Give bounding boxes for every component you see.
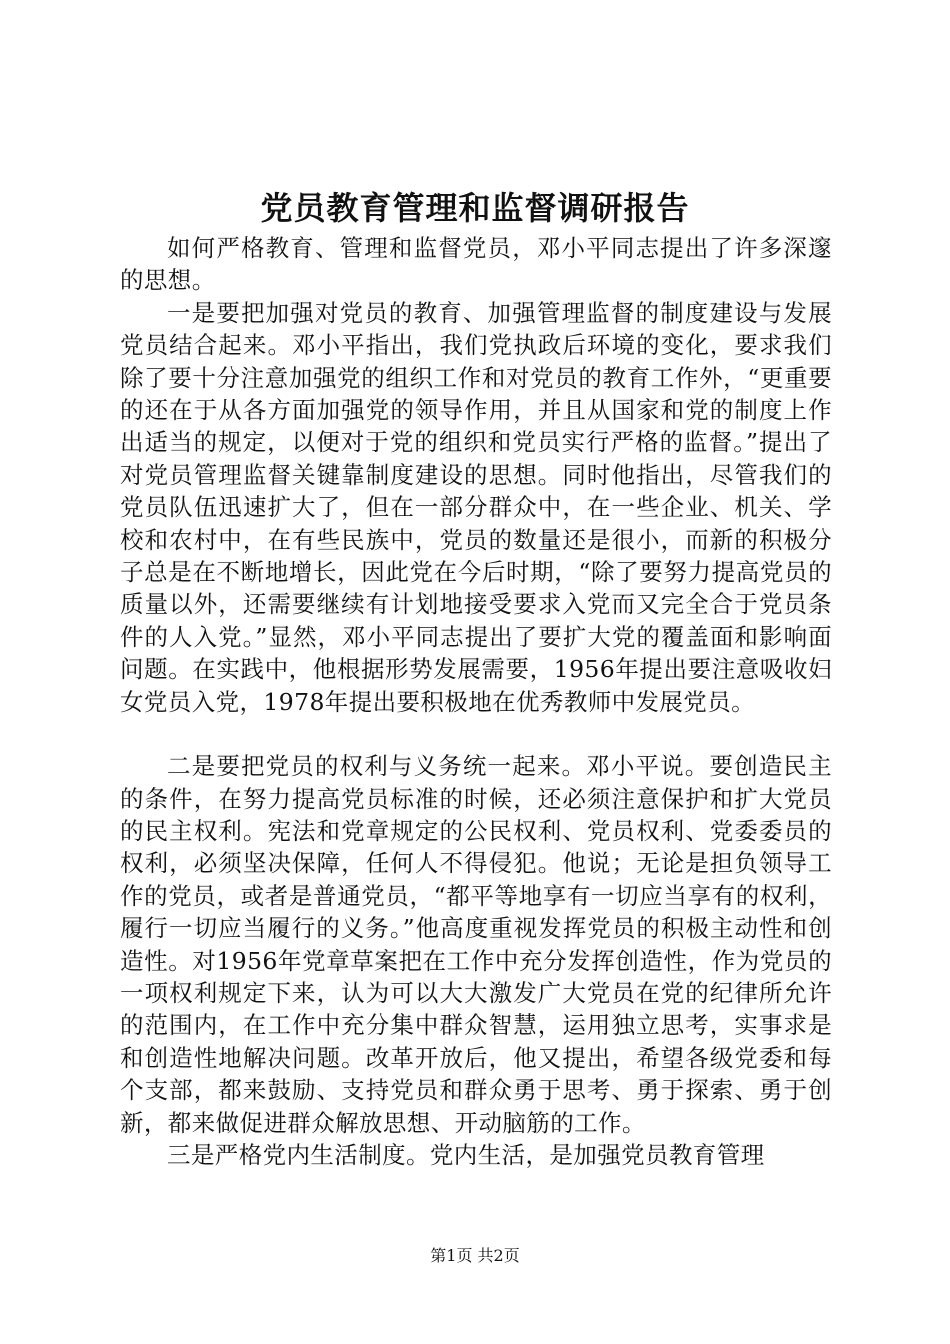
paragraph-point-two: 二是要把党员的权利与义务统一起来。邓小平说。要创造民主的条件，在努力提高党员标准的时候，还必须注意保护和扩大党员的民主权利。宪法和党章规定的公民权利、党员权利、党委委员的权利，必须坚决保障，任何人不得侵犯。他说；无论是担负领导工作的党员，或者是普通党员，“都平等地享有一切应当享有的权利，履行一切应当履行的义务。”他高度重视发挥党员的积极主动性和创造性。对1956年党章草案把在工作中充分发挥创造性，作为党员的一项权利规定下来，认为可以大大激发广大党员在党的纪律所允许的范围内，在工作中充分集中群众智慧，运用独立思考，实事求是和创造性地解决问题。改革开放后，他又提出，希望各级党委和每个支部，都来鼓励、支持党员和群众勇于思考、勇于探索、勇于创新，都来做促进群众解放思想、开动脑筋的工作。 [120, 752, 832, 1137]
paragraph-intro: 如何严格教育、管理和监督党员，邓小平同志提出了许多深邃的思想。 [120, 234, 832, 295]
paragraph-point-one: 一是要把加强对党员的教育、加强管理监督的制度建设与发展党员结合起来。邓小平指出，我们党执政后环境的变化，要求我们除了要十分注意加强党的组织工作和对党员的教育工作外，“更重要的还在于从各方面加强党的领导作用，并且从国家和党的制度上作出适当的规定，以便对于党的组织和党员实行严格的监督。”提出了对党员管理监督关键靠制度建设的思想。同时他指出，尽管我们的党员队伍迅速扩大了，但在一部分群众中，在一些企业、机关、学校和农村中，在有些民族中，党员的数量还是很小，而新的积极分子总是在不断地增长，因此党在今后时期，“除了要努力提高党员的质量以外，还需要继续有计划地接受要求入党而又完全合于党员条件的人入党。”显然，邓小平同志提出了要扩大党的覆盖面和影响面问题。在实践中，他根据形势发展需要，1956年提出要注意吸收妇女党员入党，1978年提出要积极地在优秀教师中发展党员。 [120, 298, 832, 716]
page-title: 党员教育管理和监督调研报告 [260, 189, 690, 227]
paragraph-point-three: 三是严格党内生活制度。党内生活，是加强党员教育管理 [167, 1140, 765, 1169]
document-body [120, 232, 832, 1171]
page-number-footer: 第1页 共2页 [430, 1246, 520, 1265]
